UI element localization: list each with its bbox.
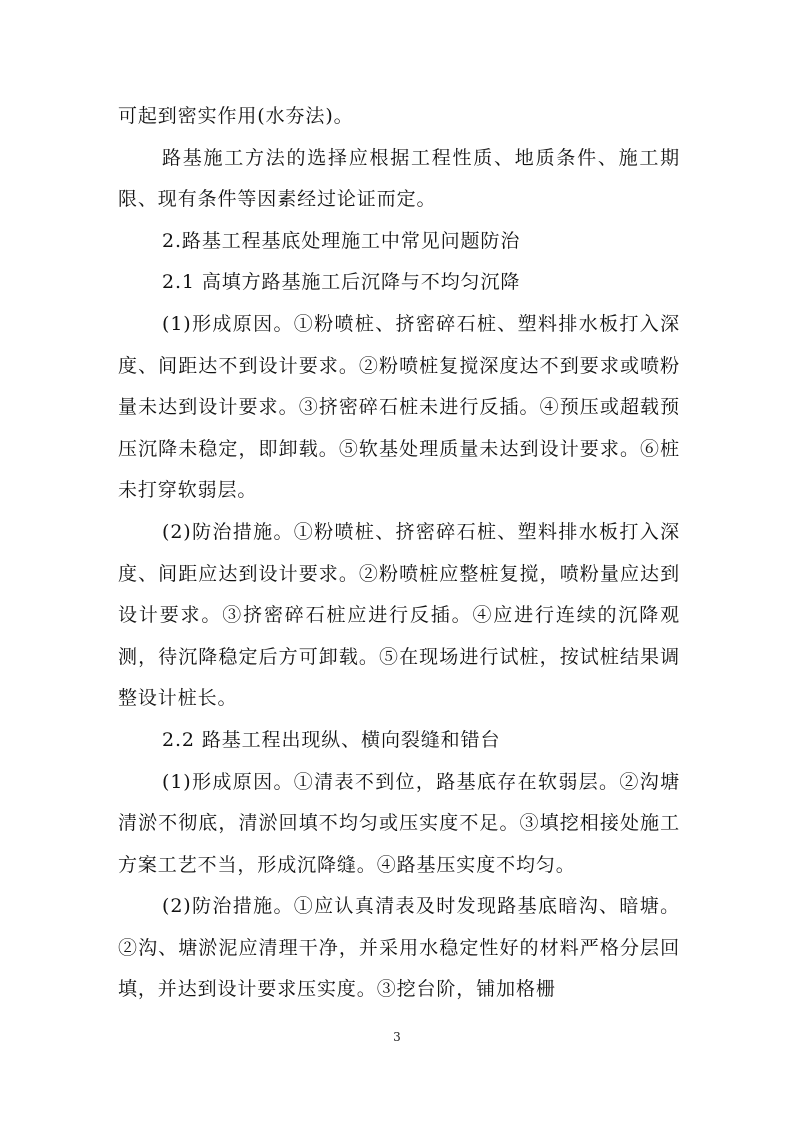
paragraph-measures-2-2: (2)防治措施。①应认真清表及时发现路基底暗沟、暗塘。②沟、塘淤泥应清理干净，并采用水稳定性好的材料严格分层回填，并达到设计要求压实度。③挖台阶，铺加格栅: [118, 895, 680, 1001]
paragraph-measures-2-1: (2)防治措施。①粉喷桩、挤密碎石桩、塑料排水板打入深度、间距应达到设计要求。②粉喷桩应整桩复搅，喷粉量应达到设计要求。③挤密碎石桩应进行反插。④应进行连续的沉降观测，待沉降稳定后方可卸载。⑤在现场进行试桩，按试桩结果调整设计桩长。: [118, 520, 680, 710]
section-heading-2-1: 2.1 高填方路基施工后沉降与不均匀沉降: [162, 271, 521, 294]
body-text: [118, 96, 680, 1011]
page-number: 3: [393, 1030, 401, 1044]
paragraph-continuation: 可起到密实作用(水夯法)。: [118, 105, 354, 127]
paragraph-causes-2-2: (1)形成原因。①清表不到位，路基底存在软弱层。②沟塘清淤不彻底，清淤回填不均匀或压实度不足。③填挖相接处施工方案工艺不当，形成沉降缝。④路基压实度不均匀。: [118, 770, 680, 876]
paragraph-roadbed-method: 路基施工方法的选择应根据工程性质、地质条件、施工期限、现有条件等因素经过论证而定。: [118, 146, 680, 211]
paragraph-causes-2-1: (1)形成原因。①粉喷桩、挤密碎石桩、塑料排水板打入深度、间距达不到设计要求。②粉喷桩复搅深度达不到要求或喷粉量未达到设计要求。③挤密碎石桩未进行反插。④预压或超载预压沉降未稳定，即卸载。⑤软基处理质量未达到设计要求。⑥桩未打穿软弱层。: [118, 312, 680, 502]
section-heading-2: 2.路基工程基底处理施工中常见问题防治: [162, 229, 521, 252]
section-heading-2-2: 2.2 路基工程出现纵、横向裂缝和错台: [162, 728, 501, 751]
